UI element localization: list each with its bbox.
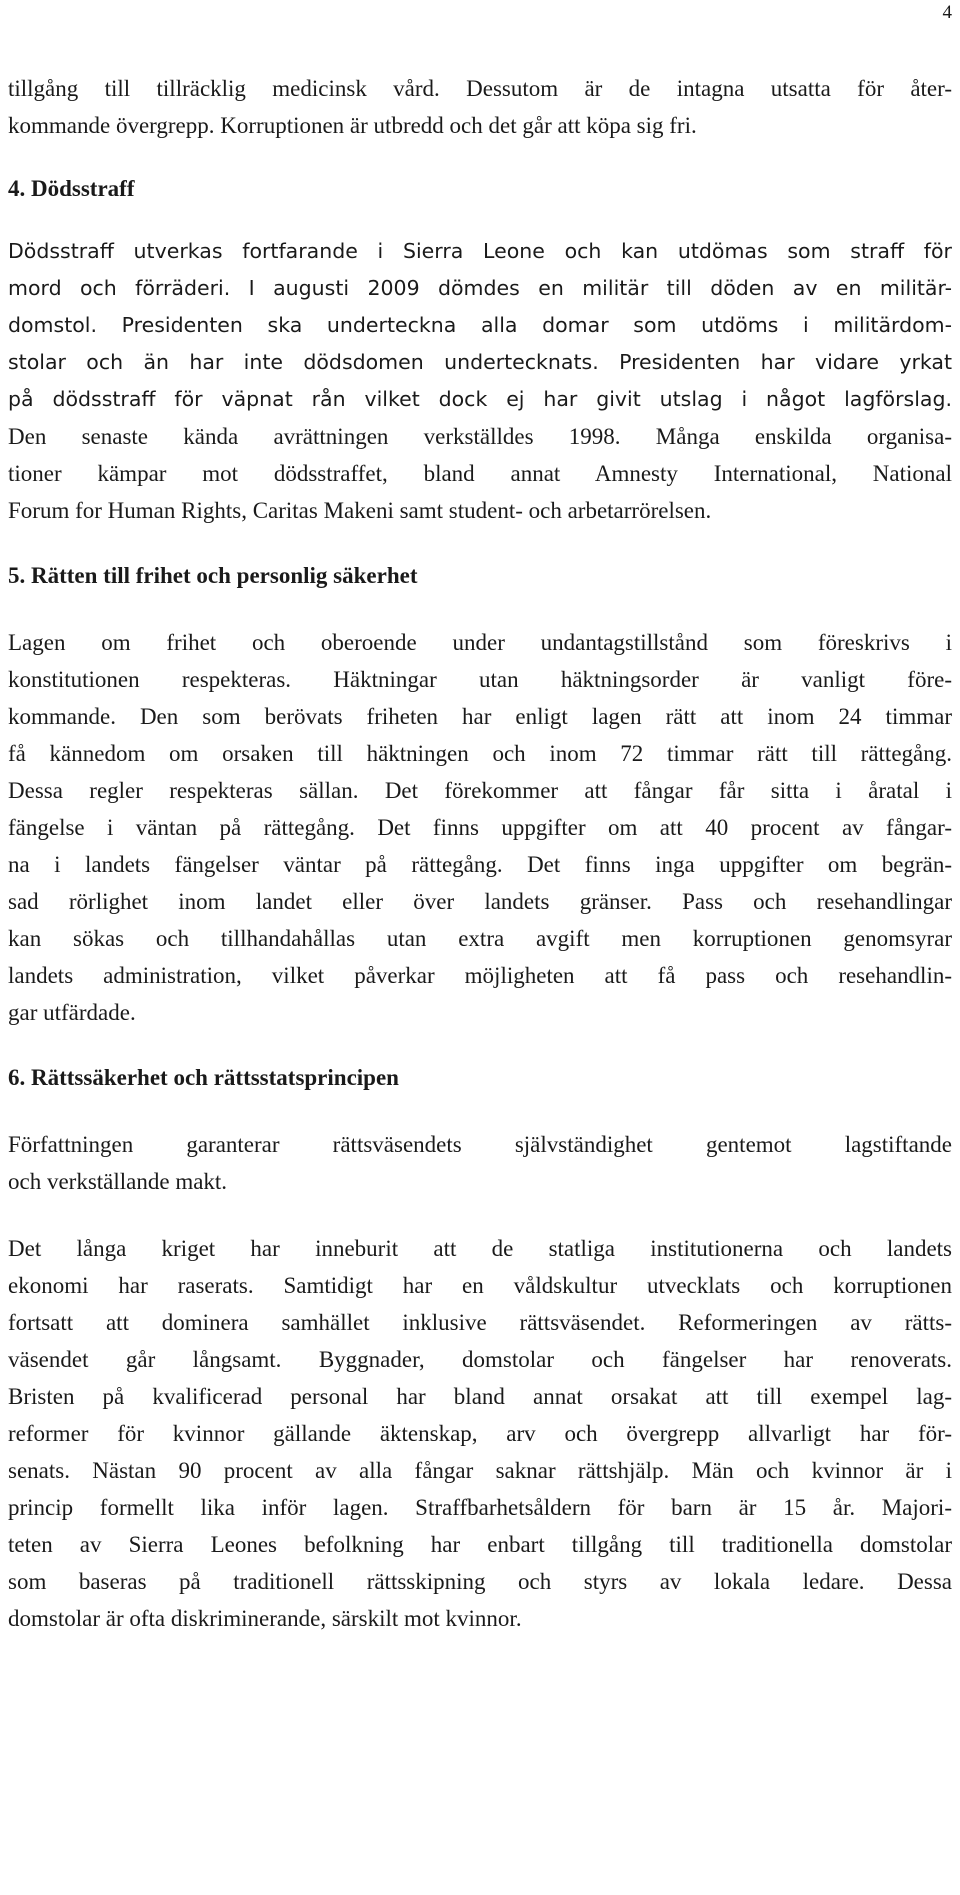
text-line: domstol. Presidenten ska underteckna alla domar som utdöms i militärdom- [8,313,952,337]
section-paragraph [8,624,952,1031]
text-line: väsendet går långsamt. Byggnader, domstolar och fängelser har renoverats. [8,1347,952,1372]
section-paragraph [8,1230,952,1637]
section-ratten-till-frihet [8,557,952,1031]
text-line: kan sökas och tillhandahållas utan extra avgift men korruptionen genomsyrar [8,926,952,951]
section-paragraph [8,233,952,529]
text-line: fängelse i väntan på rättegång. Det finns uppgifter om att 40 procent av fångar- [8,815,952,840]
text-line: kommande övergrepp. Korruptionen är utbredd och det går att köpa sig fri. [8,113,697,138]
text-line: teten av Sierra Leones befolkning har enbart tillgång till traditionella domstolar [8,1532,952,1557]
text-line: reformer för kvinnor gällande äktenskap, arv och övergrepp allvarligt har för- [8,1421,952,1446]
text-line: tillgång till tillräcklig medicinsk vård. Dessutom är de intagna utsatta för åter- [8,76,952,101]
text-line: fortsatt att dominera samhället inklusive rättsväsendet. Reformeringen av rätts- [8,1310,952,1335]
text-line: tioner kämpar mot dödsstraffet, bland annat Amnesty International, National [8,461,952,486]
text-line: Dödsstraff utverkas fortfarande i Sierra Leone och kan utdömas som straff för [8,239,952,263]
section-heading: 6. Rättssäkerhet och rättsstatsprincipen [8,1065,399,1090]
text-line: gar utfärdade. [8,1000,136,1025]
text-line: senats. Nästan 90 procent av alla fångar saknar rättshjälp. Män och kvinnor är i [8,1458,952,1483]
text-line: som baseras på traditionell rättsskipning och styrs av lokala ledare. Dessa [8,1569,952,1594]
text-line: konstitutionen respekteras. Häktningar utan häktningsorder är vanligt före- [8,667,952,692]
document-body [8,70,952,1637]
page-number: 4 [942,2,952,23]
text-line: Lagen om frihet och oberoende under undantagstillstånd som föreskrivs i [8,630,952,655]
text-line: Forum for Human Rights, Caritas Makeni samt student- och arbetarrörelsen. [8,498,712,523]
text-line: Den senaste kända avrättningen verkställdes 1998. Många enskilda organisa- [8,424,952,449]
text-line: domstolar är ofta diskriminerande, särskilt mot kvinnor. [8,1606,522,1631]
text-line: Bristen på kvalificerad personal har bland annat orsakat att till exempel lag- [8,1384,952,1409]
text-line: och verkställande makt. [8,1169,228,1194]
text-line: kommande. Den som berövats friheten har enligt lagen rätt att inom 24 timmar [8,704,952,729]
text-line: Författningen garanterar rättsväsendets självständighet gentemot lagstiftande [8,1132,952,1157]
section-rattssakerhet [8,1059,952,1637]
text-line: på dödsstraff för väpnat rån vilket dock ej har givit utslag i något lagförslag. [8,387,952,411]
text-line: stolar och än har inte dödsdomen undertecknats. Presidenten har vidare yrkat [8,350,952,374]
continuation-paragraph [8,70,952,144]
text-line: Dessa regler respekteras sällan. Det förekommer att fångar får sitta i åratal i [8,778,952,803]
text-line: landets administration, vilket påverkar möjligheten att få pass och resehandlin- [8,963,952,988]
text-line: princip formellt lika inför lagen. Straffbarhetsåldern för barn är 15 år. Majori- [8,1495,952,1520]
text-line: ekonomi har raserats. Samtidigt har en våldskultur utvecklats och korruptionen [8,1273,952,1298]
section-heading: 4. Dödsstraff [8,176,135,201]
text-line: få kännedom om orsaken till häktningen och inom 72 timmar rätt till rättegång. [8,741,952,766]
text-line: Det långa kriget har inneburit att de statliga institutionerna och landets [8,1236,952,1261]
text-line: sad rörlighet inom landet eller över landets gränser. Pass och resehandlingar [8,889,952,914]
text-line: na i landets fängelser väntar på rättegång. Det finns inga uppgifter om begrän- [8,852,952,877]
section-heading: 5. Rätten till frihet och personlig säkerhet [8,563,418,588]
text-line: mord och förräderi. I augusti 2009 dömdes en militär till döden av en militär- [8,276,952,300]
section-dodsstraff [8,170,952,529]
section-paragraph [8,1126,952,1200]
